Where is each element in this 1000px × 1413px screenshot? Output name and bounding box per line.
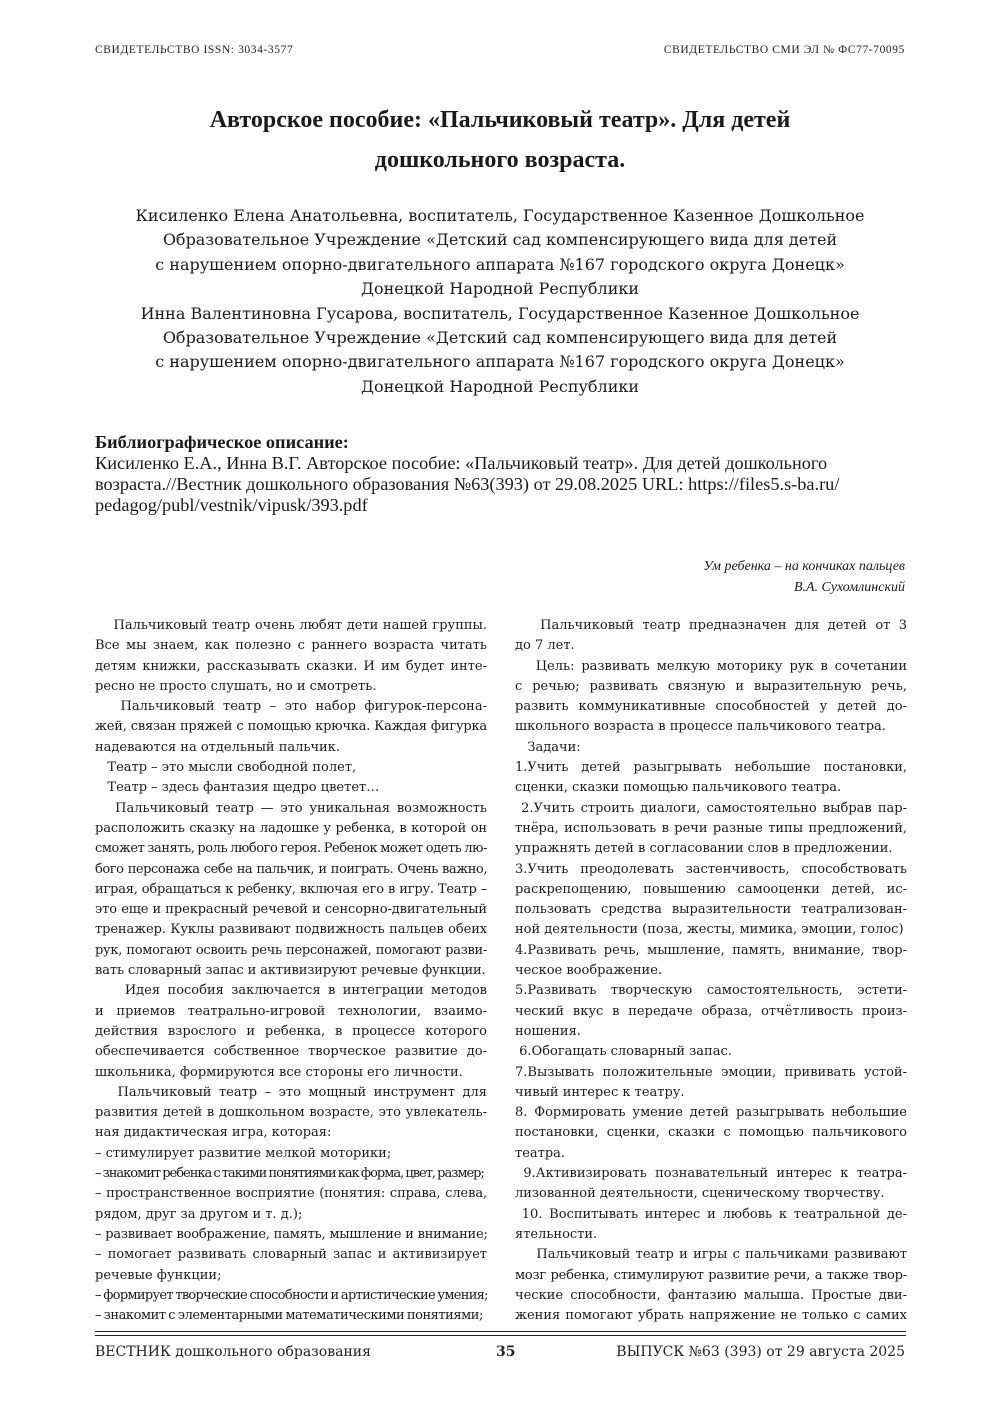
footer-rule (95, 1335, 906, 1336)
bibliography-line: Кисиленко Е.А., Инна В.Г. Авторское пособие: «Пальчиковый театр». Для детей дошкольного (95, 453, 828, 473)
author-line: Образовательное Учреждение «Детский сад компенсирующего вида для детей (162, 328, 838, 348)
text-line: Все мы знаем, как полезно с раннего возраста читать (95, 638, 487, 654)
text-line: школьного возраста в процессе пальчикового театра. (515, 719, 886, 735)
author-line: Инна Валентиновна Гусарова, воспитатель, Государственное Казенное Дошкольное (140, 303, 860, 323)
text-line: – помогает развивать словарный запас и активизирует (95, 1247, 487, 1263)
text-line: рядом, друг за другом и т. д.); (95, 1206, 303, 1222)
epigraph-author: В.А. Сухомлинский (793, 580, 905, 595)
text-line: до 7 лет. (515, 638, 575, 654)
text-line: развития детей в дошкольном возрасте, это увлекатель- (95, 1105, 487, 1121)
title-line-2: дошкольного возраста. (374, 147, 626, 173)
text-line: театра. (515, 1145, 566, 1161)
text-line: рук, помогают освоить речь персонажей, помогают разви- (95, 942, 487, 958)
text-line: Пальчиковый театр очень любят дети нашей группы. (95, 618, 487, 633)
text-line: – знакомит с элементарными математическими понятиями; (95, 1308, 483, 1324)
text-line: Пальчиковый театр – это набор фигурок-персона- (95, 699, 487, 715)
author-line: Донецкой Народной Республики (360, 376, 640, 396)
footer-journal: ВЕСТНИК дошкольного образования (95, 1344, 371, 1360)
text-line: постановки, сценки, сказки с помощью пальчикового (515, 1125, 907, 1141)
bibliography (95, 432, 907, 516)
bibliography-line: pedagog/publ/vestnik/vipusk/393.pdf (95, 495, 368, 515)
text-line: – пространственное восприятие (понятия: справа, слева, (95, 1186, 487, 1202)
text-line: тренажер. Куклы развивают подвижность пальцев обеих (95, 922, 487, 938)
text-line: развить коммуникативные способностей у детей до- (515, 699, 907, 715)
page-number: 35 (496, 1344, 516, 1360)
text-line: – развивает воображение, память, мышление и внимание; (95, 1226, 488, 1242)
text-line: речевые функции; (95, 1267, 222, 1283)
text-line: школьника, формируются все стороны его личности. (95, 1064, 463, 1080)
text-line: обеспечивается собственное творческое развитие до- (95, 1044, 487, 1060)
text-line: Идея пособия заключается в интеграции методов (95, 983, 487, 999)
author-line: Кисиленко Елена Анатольевна, воспитатель, Государственное Казенное Дошкольное (135, 206, 865, 225)
epigraph (703, 556, 905, 598)
text-line: жения помогают убрать напряжение не только с самих (515, 1308, 907, 1324)
text-line: Пальчиковый театр и игры с пальчиками развивают (515, 1247, 907, 1263)
text-line: Пальчиковый театр предназначен для детей от 3 (515, 618, 907, 633)
text-line: это еще и прекрасный речевой и сенсорно-двигательный (95, 902, 487, 918)
footer-rule (95, 1331, 906, 1332)
author-line: Образовательное Учреждение «Детский сад компенсирующего вида для детей (162, 230, 838, 250)
text-line: – стимулирует развитие мелкой моторики; (95, 1145, 392, 1161)
text-line: бого персонажа себе на пальчик, и поиграть. Очень важно, (95, 861, 487, 877)
text-line: Пальчиковый театр — это уникальная возможность (95, 800, 487, 816)
text-line: чивый интерес к театру. (515, 1084, 685, 1100)
text-line: тнёра, использовать в речи разные типы предложений, (515, 820, 907, 836)
author-line: с нарушением опорно-двигательного аппарата №167 городского округа Донецк» (155, 254, 845, 274)
text-line: ресно не просто слушать, но и смотреть. (95, 678, 377, 694)
text-line: 2.Учить строить диалоги, самостоятельно выбрав пар- (515, 800, 907, 816)
text-line: – знакомит ребенка с такими понятиями как форма, цвет, размер; (95, 1166, 484, 1182)
text-line: жей, связан пряжей с помощью крючка. Каждая фигурка (95, 719, 487, 735)
text-line: Цель: развивать мелкую моторику рук в сочетании (515, 658, 907, 674)
text-line: детям книжки, рассказывать сказки. И им будет инте- (95, 658, 487, 674)
text-line: Театр – здесь фантазия щедро цветет… (95, 780, 380, 796)
text-line: и приемов театрально-игровой технологии, взаимо- (95, 1003, 487, 1019)
text-line: сценки, сказки помощью пальчикового театра. (515, 780, 842, 796)
text-line: ческое воображение. (515, 963, 663, 979)
text-line: ятельности. (515, 1226, 598, 1242)
text-line: ческий вкус в передаче образа, отчётливость произ- (515, 1003, 907, 1019)
text-line: 1.Учить детей разыгрывать небольшие постановки, (515, 760, 907, 776)
article-title (95, 100, 905, 180)
author-line: с нарушением опорно-двигательного аппарата №167 городского округа Донецк» (155, 352, 845, 372)
author-line: Донецкой Народной Республики (360, 279, 640, 299)
text-line: 9.Активизировать познавательный интерес к театра- (515, 1166, 907, 1182)
text-line: ношения. (515, 1023, 581, 1039)
text-line: – формирует творческие способности и артистические умения; (95, 1287, 488, 1303)
footer-issue: ВЫПУСК №63 (393) от 29 августа 2025 (616, 1344, 905, 1360)
text-line: ческие способности, фантазию малыша. Простые дви- (515, 1287, 907, 1303)
text-line: Театр – это мысли свободной полет, (95, 760, 357, 776)
text-line: 10. Воспитывать интерес и любовь к театральной де- (515, 1206, 907, 1222)
text-line: лизованной деятельности, сценическому творчеству. (515, 1186, 885, 1202)
epigraph-quote: Ум ребенка – на кончиках пальцев (703, 559, 905, 574)
text-line: Пальчиковый театр – это мощный инструмент для (95, 1084, 487, 1100)
right-column (515, 616, 907, 1326)
text-line: 8. Формировать умение детей разыгрывать небольшие (515, 1105, 907, 1121)
text-line: расположить сказку на ладошке у ребенка, в которой он (95, 820, 487, 836)
text-line: действия взрослого и ребенка, в процессе которого (95, 1023, 487, 1039)
bibliography-heading: Библиографическое описание: (95, 432, 349, 452)
text-line: ная дидактическая игра, которая: (95, 1125, 332, 1141)
header-smi: СВИДЕТЕЛЬСТВО СМИ ЭЛ № ФС77-70095 (663, 44, 905, 56)
text-line: играя, обращаться к ребенку, включая его в игру. Театр – (95, 881, 487, 897)
text-line: сможет занять, роль любого героя. Ребенок может одеть лю- (95, 841, 487, 857)
bibliography-line: возраста.//Вестник дошкольного образования №63(393) от 29.08.2025 URL: https://files5.s-ba.ru/ (95, 474, 840, 494)
text-line: упражнять детей в согласовании слов в предложении. (515, 841, 893, 857)
text-line: 7.Вызывать положительные эмоции, прививать устой- (515, 1064, 907, 1080)
text-line: вать словарный запас и активизируют речевые функции. (95, 963, 486, 979)
text-line: 6.Обогащать словарный запас. (515, 1044, 732, 1060)
text-line: надеваются на отдельный пальчик. (95, 739, 340, 755)
text-line: 5.Развивать творческую самостоятельность, эстети- (515, 983, 907, 999)
text-line: раскрепощению, повышению самооценки детей, ис- (515, 881, 907, 897)
left-column (95, 616, 487, 1326)
text-line: ной деятельности (поза, жесты, мимика, эмоции, голос) (515, 922, 904, 938)
text-line: 4.Развивать речь, мышление, память, внимание, твор- (515, 942, 907, 958)
text-line: 3.Учить преодолевать застенчивость, способствовать (515, 861, 907, 877)
text-line: пользовать средства выразительности театрализован- (515, 902, 907, 918)
text-line: мозг ребенка, стимулируют развитие речи, а также твор- (515, 1267, 907, 1283)
text-line: с речью; развивать связную и выразительную речь, (515, 678, 907, 694)
text-line: Задачи: (515, 739, 581, 755)
header-issn: СВИДЕТЕЛЬСТВО ISSN: 3034-3577 (95, 44, 294, 56)
title-line-1: Авторское пособие: «Пальчиковый театр». Для детей (209, 107, 791, 133)
authors-block (95, 204, 905, 399)
